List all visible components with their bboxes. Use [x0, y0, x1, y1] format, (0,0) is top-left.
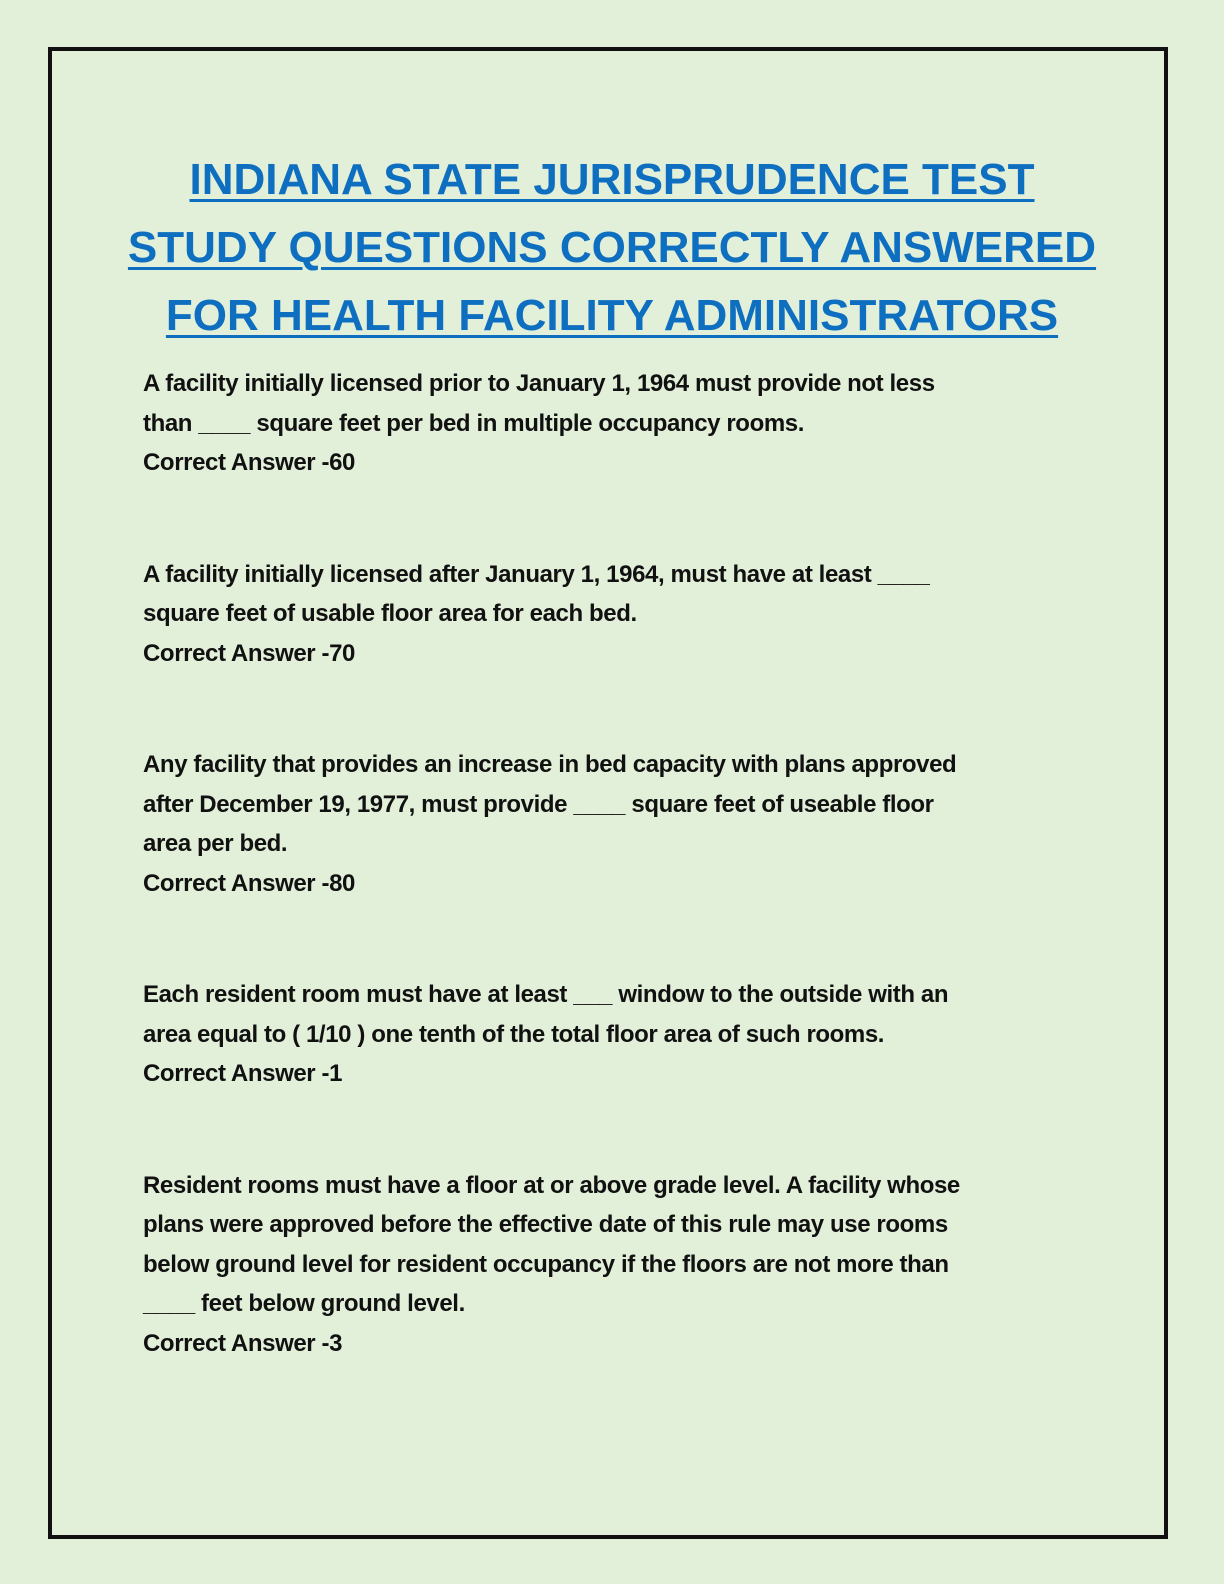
- question-text-line: than ____ square feet per bed in multiple occupancy rooms.: [143, 409, 804, 437]
- question-item-2: [143, 555, 1063, 674]
- correct-answer: Correct Answer -80: [143, 869, 355, 897]
- question-text-line: A facility initially licensed after January 1, 1964, must have at least ____: [143, 560, 930, 588]
- title-line-2: STUDY QUESTIONS CORRECTLY ANSWERED: [127, 223, 1097, 272]
- question-text-line: Resident rooms must have a floor at or above grade level. A facility whose: [143, 1171, 960, 1199]
- question-text-line: ____ feet below ground level.: [143, 1290, 465, 1317]
- question-text-line: A facility initially licensed prior to January 1, 1964 must provide not less: [143, 370, 935, 397]
- question-item-4: [143, 975, 1063, 1094]
- question-text-line: area per bed.: [143, 830, 288, 857]
- question-item-1: [143, 364, 1063, 483]
- question-spacer: [143, 903, 1063, 975]
- question-item-3: [143, 745, 1063, 903]
- question-text-line: below ground level for resident occupancy if the floors are not more than: [143, 1250, 949, 1278]
- question-text-line: square feet of usable floor area for each bed.: [143, 600, 637, 627]
- correct-answer: Correct Answer -60: [143, 449, 355, 476]
- question-spacer: [143, 1094, 1063, 1166]
- question-text-line: Each resident room must have at least ___ window to the outside with an: [143, 981, 949, 1008]
- question-item-5: [143, 1166, 1063, 1364]
- question-text-line: area equal to ( 1/10 ) one tenth of the total floor area of such rooms.: [143, 1020, 885, 1048]
- question-spacer: [143, 483, 1063, 555]
- question-text-line: after December 19, 1977, must provide ____ square feet of useable floor: [143, 790, 934, 818]
- title-line-1: INDIANA STATE JURISPRUDENCE TEST: [189, 155, 1035, 204]
- title-line-3: FOR HEALTH FACILITY ADMINISTRATORS: [165, 291, 1059, 340]
- correct-answer: Correct Answer -70: [143, 639, 355, 667]
- question-text-line: Any facility that provides an increase in bed capacity with plans approved: [143, 751, 957, 778]
- correct-answer: Correct Answer -3: [143, 1329, 343, 1357]
- question-list: [143, 364, 1063, 1363]
- correct-answer: Correct Answer -1: [143, 1060, 343, 1087]
- question-text-line: plans were approved before the effective date of this rule may use rooms: [143, 1211, 948, 1238]
- question-spacer: [143, 673, 1063, 745]
- document-title: [100, 146, 1124, 350]
